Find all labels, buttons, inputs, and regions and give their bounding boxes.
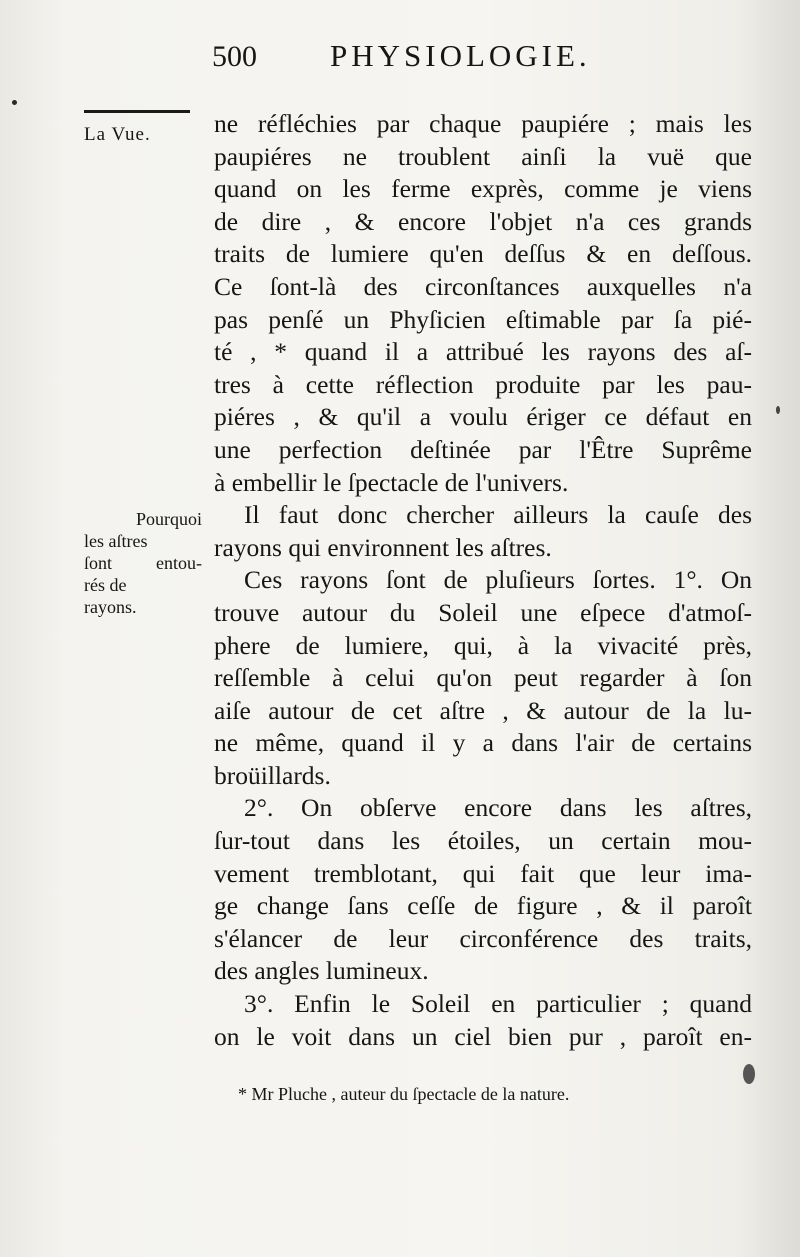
ink-speck: [743, 1064, 755, 1084]
text-line: ſur-tout dans les étoiles, un certain mou-: [214, 826, 752, 856]
side-note: [84, 508, 202, 618]
side-note-line: ſont entou-: [84, 553, 202, 573]
text-line: ge change ſans ceſſe de figure , & il paroît: [214, 891, 752, 921]
text-line: vement tremblotant, qui fait que leur ima-: [214, 858, 752, 888]
page-header: [212, 36, 652, 76]
side-note-line: Pourquoi: [135, 509, 202, 529]
text-line: des angles lumineux.: [214, 956, 429, 986]
text-line: phere de lumiere, qui, à la vivacité près,: [214, 630, 752, 660]
text-line: une perfection deſtinée par l'Être Suprême: [214, 434, 752, 464]
text-line: broüillards.: [214, 760, 331, 790]
text-line: pas penſé un Phyſicien eſtimable par ſa pié-: [214, 304, 752, 334]
text-line: reſſemble à celui qu'on peut regarder à ſon: [214, 663, 752, 693]
text-line: paupiéres ne troublent ainſi la vuë que: [214, 141, 752, 171]
text-line: quand on les ferme exprès, comme je viens: [214, 174, 752, 204]
text-line: aiſe autour de cet aſtre , & autour de la lu-: [214, 695, 752, 725]
text-line: s'élancer de leur circonférence des traits,: [214, 923, 752, 953]
text-line: traits de lumiere qu'en deſſus & en deſſous.: [214, 239, 752, 269]
text-line: Ces rayons ſont de pluſieurs ſortes. 1°. On: [244, 565, 752, 595]
ink-speck: [776, 406, 780, 414]
text-line: 2°. On obſerve encore dans les aſtres,: [244, 793, 752, 823]
text-line: 3°. Enfin le Soleil en particulier ; quand: [244, 989, 752, 1019]
side-note-line: rayons.: [84, 597, 137, 617]
text-line: rayons qui environnent les aſtres.: [214, 532, 552, 562]
text-line: piéres , & qu'il a voulu ériger ce défaut en: [214, 402, 752, 432]
text-line: té , * quand il a attribué les rayons des aſ-: [214, 337, 752, 367]
text-line: de dire , & encore l'objet n'a ces grands: [214, 206, 752, 236]
body-text: [214, 108, 752, 1053]
text-line: trouve autour du Soleil une eſpece d'atmoſ-: [214, 597, 752, 627]
text-line: on le voit dans un ciel bien pur , paroît en-: [214, 1021, 752, 1051]
section-label: La Vue.: [84, 124, 151, 145]
text-line: ne réfléchies par chaque paupiére ; mais les: [214, 109, 752, 138]
side-note-line: rés de: [84, 575, 127, 595]
footnote: * Mr Pluche , auteur du ſpectacle de la nature.: [238, 1084, 570, 1104]
page-number: 500: [212, 40, 257, 73]
text-line: tres à cette réflection produite par les pau-: [214, 369, 752, 399]
text-line: Ce ſont-là des circonſtances auxquelles n'a: [214, 271, 752, 301]
margin-rule: [84, 110, 190, 113]
ink-speck: [12, 100, 17, 105]
text-line: Il faut donc chercher ailleurs la cauſe des: [244, 500, 752, 530]
text-line: à embellir le ſpectacle de l'univers.: [214, 467, 569, 497]
running-title: PHYSIOLOGIE.: [330, 38, 591, 73]
text-line: ne même, quand il y a dans l'air de certains: [214, 728, 752, 758]
side-note-line: les aſtres: [84, 531, 148, 551]
